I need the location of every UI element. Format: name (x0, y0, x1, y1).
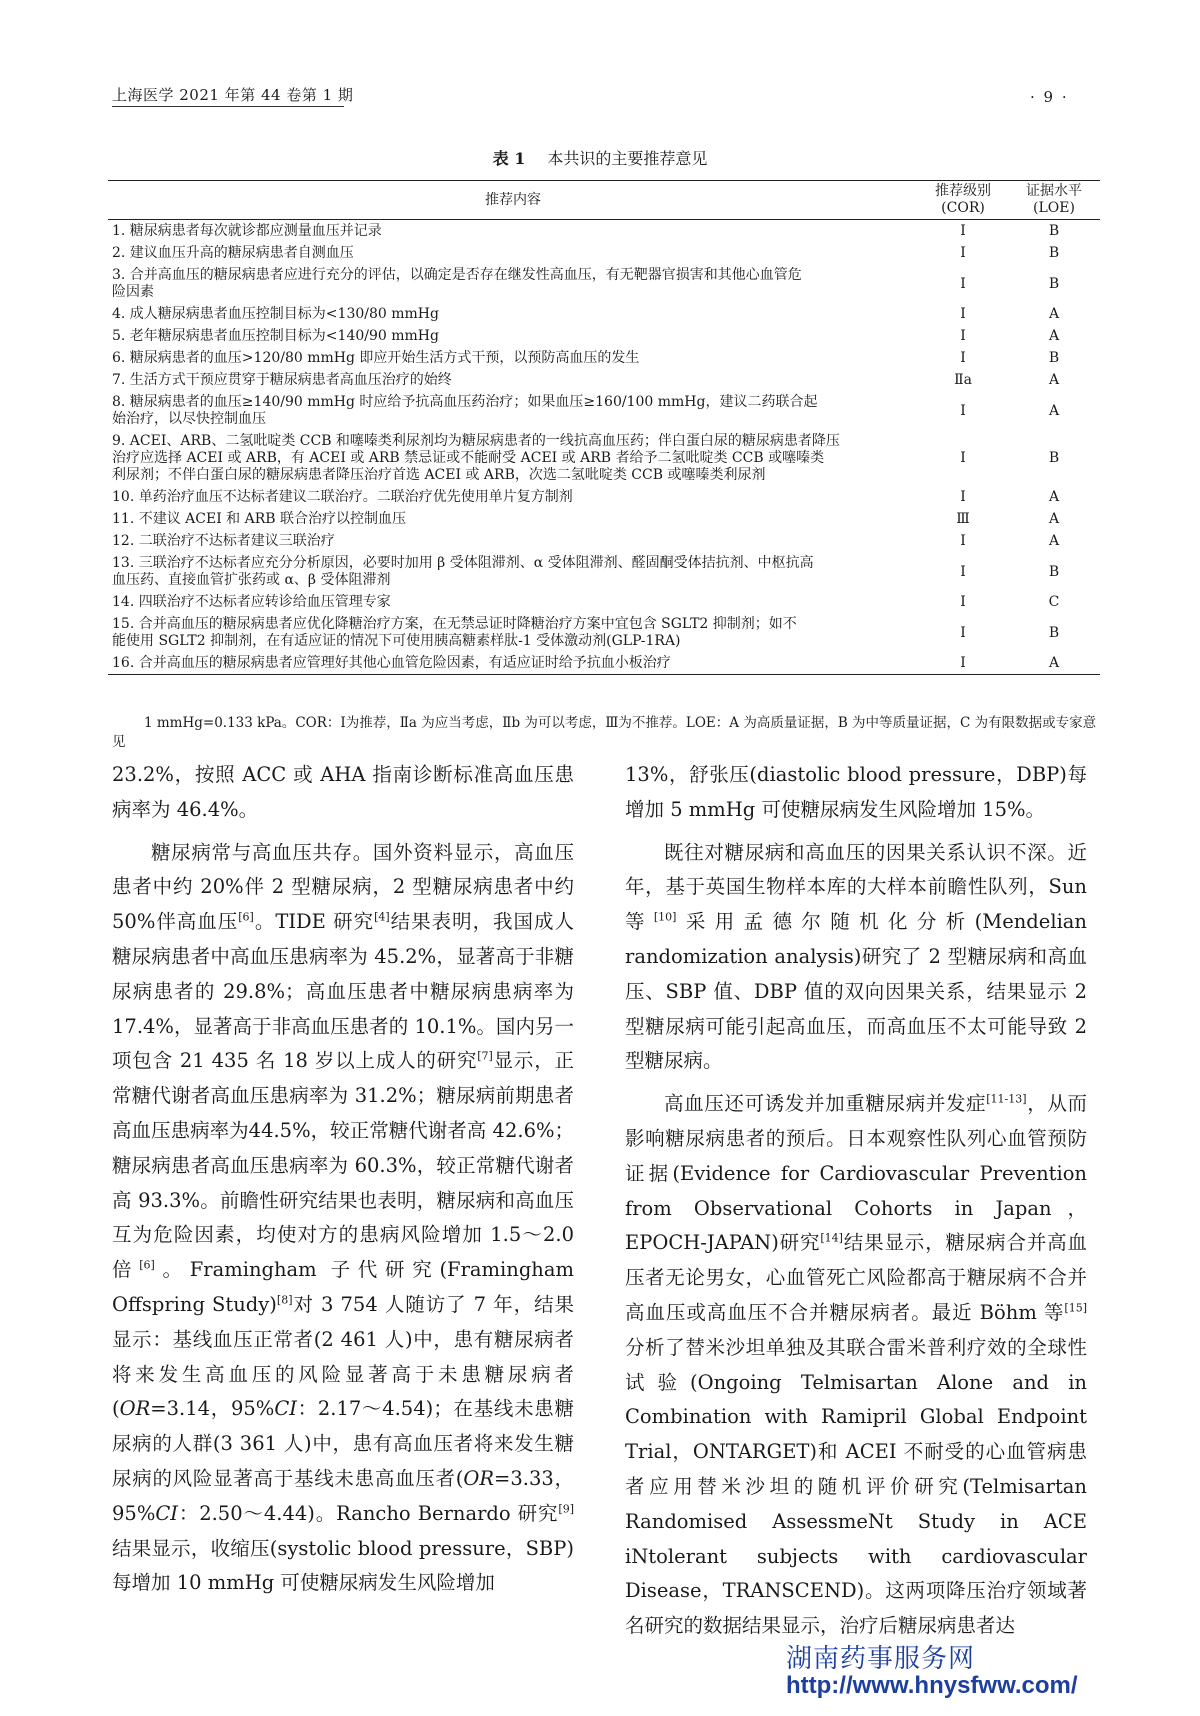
table-row (108, 347, 1100, 369)
recommendation-text (108, 220, 918, 243)
header-rule (112, 106, 344, 107)
recommendation-line: 13. 三联治疗不达标者应充分分析原因，必要时加用 β 受体阻滞剂、α 受体阻滞剂、醛固酮受体拮抗剂、中枢抗高 (112, 555, 814, 571)
citation: [6] (238, 910, 254, 924)
text-run: ：2.50～4.44)。Rancho Bernardo 研究 (177, 1501, 559, 1525)
cor-value: Ⅰ (960, 350, 966, 366)
right-column (625, 758, 1087, 1644)
recommendation-line: 10. 单药治疗血压不达标者建议二联治疗。二联治疗优先使用单片复方制剂 (112, 489, 573, 505)
text-run: ，从而影响糖尿病患者的预后。日本观察性队列心血管预防证据(Evidence for Cardiovascular Prevention from Observational Cohorts in Japan，EPOCH-JAPAN)研究 (625, 1092, 1087, 1255)
watermark-name: 湖南药事服务网 (786, 1644, 976, 1674)
cor-value: Ⅰ (960, 624, 966, 641)
recommendation-line: 14. 四联治疗不达标者应转诊给血压管理专家 (112, 594, 391, 610)
loe-value: B (1048, 450, 1060, 466)
table-footnote: 1 mmHg=0.133 kPa。COR：Ⅰ为推荐，Ⅱa 为应当考虑，Ⅱb 为可以考虑，Ⅲ为不推荐。LOE：A 为高质量证据，B 为中等质量证据，C 为有限数据或专家意见 (112, 715, 1097, 750)
recommendation-line: 4. 成人糖尿病患者血压控制目标为<130/80 mmHg (112, 306, 439, 322)
text-run: 分析了替米沙坦单独及其联合雷米普利疗效的全球性试验(Ongoing Telmisartan Alone and in Combination with Ramipril Global Endpoint Trial，ONTARGET)和 ACEI 不耐受的心血管病患者应用替米沙坦的随机评价研究(Telmisartan Randomised AssessmeNt Study in ACE iNtolerant subjects with cardiovascular Disease，TRANSCEND)。这两项降压治疗领域著名研究的数据结果显示，治疗后糖尿病患者达 (625, 1335, 1087, 1638)
recommendation-line: 7. 生活方式干预应贯穿于糖尿病患者高血压治疗的始终 (112, 372, 452, 388)
table-row (108, 486, 1100, 508)
header-loe (1008, 181, 1100, 220)
table-row (108, 325, 1100, 347)
cor-value: Ⅰ (960, 275, 966, 292)
loe-value: A (1048, 306, 1060, 322)
recommendation-text (108, 652, 918, 675)
citation: [10] (653, 910, 677, 924)
text-run: ：2.17～4.54)；在基线未患糖尿病的人群(3 361 人)中，患有高血压者将来发生糖尿病的风险显著高于基线未患高血压者( (112, 1397, 574, 1490)
page-number: · 9 · (1030, 88, 1069, 106)
stat-symbol: CI (274, 1397, 297, 1421)
table-row (108, 430, 1100, 486)
header-loe-line2: (LOE) (1033, 200, 1075, 216)
stat-symbol: OR (119, 1397, 151, 1421)
recommendation-text (108, 303, 918, 325)
citation: [9] (558, 1502, 574, 1516)
cor-value: Ⅱa (954, 372, 972, 388)
loe-value: A (1048, 489, 1060, 505)
recommendation-line: 12. 二联治疗不达标者建议三联治疗 (112, 533, 335, 549)
recommendation-text (108, 325, 918, 347)
cor-value: Ⅰ (960, 328, 966, 344)
table-label: 表 1 (492, 149, 526, 168)
text-run: 高血压还可诱发并加重糖尿病并发症 (664, 1092, 987, 1116)
recommendation-line: 3. 合并高血压的糖尿病患者应进行充分的评估，以确定是否存在继发性高血压，有无靶器官损害和其他心血管危 (112, 267, 802, 283)
loe-value: A (1048, 511, 1060, 527)
table-row (108, 652, 1100, 675)
table-row (108, 591, 1100, 613)
text-run: 。Framingham 子代研究(Framingham Offspring Study) (112, 1258, 574, 1316)
cor-value: Ⅰ (960, 223, 966, 239)
loe-value: A (1048, 655, 1060, 671)
header-cor-line2: (COR) (941, 200, 985, 216)
recommendation-text (108, 430, 918, 486)
recommendation-text (108, 369, 918, 391)
text-run: 对 3 754 人随访了 7 年，结果显示：基线血压正常者(2 461 人)中，患有糖尿病者将来发生高血压的风险显著高于未患糖尿病者( (112, 1292, 574, 1421)
recommendation-text (108, 552, 918, 591)
recommendation-text (108, 486, 918, 508)
table-row (108, 508, 1100, 530)
cor-value: Ⅰ (960, 489, 966, 505)
text-run: =3.33，95% (112, 1466, 574, 1525)
recommendation-line: 险因素 (112, 284, 154, 300)
citation: [8] (276, 1293, 293, 1307)
recommendation-text (108, 264, 918, 303)
stat-symbol: OR (463, 1466, 495, 1490)
recommendation-line: 利尿剂；不伴白蛋白尿的糖尿病患者降压治疗首选 ACEI 或 ARB，次选二氢吡啶类 CCB 或噻嗪类利尿剂 (112, 467, 766, 483)
loe-value: B (1048, 350, 1060, 366)
citation: [4] (374, 910, 390, 924)
citation: [7] (477, 1049, 493, 1063)
table-header-row (108, 181, 1100, 220)
citation: [14] (820, 1231, 843, 1245)
paragraph (625, 836, 1087, 1080)
table-row (108, 220, 1100, 243)
recommendation-text (108, 391, 918, 430)
recommendation-line: 9. ACEI、ARB、二氢吡啶类 CCB 和噻嗪类利尿剂均为糖尿病患者的一线抗高血压药；伴白蛋白尿的糖尿病患者降压 (112, 433, 840, 449)
journal-header: 上海医学 2021 年第 44 卷第 1 期 (112, 86, 354, 104)
cor-value: Ⅲ (956, 511, 970, 527)
loe-value: A (1048, 372, 1060, 388)
table-caption-text: 本共识的主要推荐意见 (547, 149, 708, 168)
loe-value: B (1048, 275, 1060, 292)
table-row (108, 391, 1100, 430)
recommendation-line: 能使用 SGLT2 抑制剂，在有适应证的情况下可使用胰高糖素样肽-1 受体激动剂(GLP-1RA) (112, 633, 681, 649)
loe-value: C (1048, 594, 1060, 610)
table-row (108, 242, 1100, 264)
recommendation-text (108, 613, 918, 652)
table-row (108, 264, 1100, 303)
text-run: 结果显示，糖尿病合并高血压者无论男女，心血管死亡风险都高于糖尿病不合并高血压或高血压不合并糖尿病者。最近 Böhm 等 (625, 1231, 1087, 1324)
recommendation-line: 始治疗，以尽快控制血压 (112, 411, 266, 427)
text-run: 。TIDE 研究 (253, 910, 375, 934)
recommendation-text (108, 508, 918, 530)
recommendation-line: 1. 糖尿病患者每次就诊都应测量血压并记录 (112, 223, 382, 239)
loe-value: B (1048, 624, 1060, 641)
paragraph: 23.2%，按照 ACC 或 AHA 指南诊断标准高血压患病率为 46.4%。 (112, 763, 574, 821)
table-caption (0, 146, 1200, 169)
recommendation-line: 治疗应选择 ACEI 或 ARB，有 ACEI 或 ARB 禁忌证或不能耐受 ACEI 或 ARB 者给予二氢吡啶类 CCB 或噻嗪类 (112, 450, 825, 466)
loe-value: A (1048, 402, 1060, 419)
text-run: 采用孟德尔随机化分析(Mendelian randomization analysis)研究了 2 型糖尿病和高血压、SBP 值、DBP 值的双向因果关系，结果显示 2 型糖尿病可能引起高血压，而高血压不太可能导致 2 型糖尿病。 (625, 910, 1087, 1073)
text-run: 结果显示，收缩压(systolic blood pressure，SBP)每增加 10 mmHg 可使糖尿病发生风险增加 (112, 1536, 574, 1595)
header-loe-line1: 证据水平 (1026, 183, 1082, 199)
loe-value: B (1048, 563, 1060, 580)
recommendation-line: 16. 合并高血压的糖尿病患者应管理好其他心血管危险因素，有适应证时给予抗血小板治疗 (112, 655, 671, 671)
cor-value: Ⅰ (960, 563, 966, 580)
text-run: 显示，正常糖代谢者高血压患病率为 31.2%；糖尿病前期患者高血压患病率为44.5%，较正常糖代谢者高 42.6%；糖尿病患者高血压患病率为 60.3%，较正常糖代谢者高 93.3%。前瞻性研究结果也表明，糖尿病和高血压互为危险因素，均使对方的患病风险增加 1.5～2.0 倍 (112, 1049, 574, 1282)
recommendation-line: 15. 合并高血压的糖尿病患者应优化降糖治疗方案，在无禁忌证时降糖治疗方案中宜包含 SGLT2 抑制剂；如不 (112, 616, 797, 632)
citation: [15] (1064, 1301, 1087, 1315)
recommendation-text (108, 530, 918, 552)
loe-value: A (1048, 533, 1060, 549)
loe-value: B (1048, 223, 1060, 239)
table-row (108, 552, 1100, 591)
header-cor (918, 181, 1008, 220)
text-run: 既往对糖尿病和高血压的因果关系认识不深。近年，基于英国生物样本库的大样本前瞻性队列，Sun 等 (625, 840, 1087, 934)
cor-value: Ⅰ (960, 402, 966, 419)
cor-value: Ⅰ (960, 655, 966, 671)
recommendation-line: 血压药、直接血管扩张药或 α、β 受体阻滞剂 (112, 572, 391, 588)
table-row (108, 369, 1100, 391)
text-run: =3.14，95% (150, 1397, 275, 1421)
citation: [11-13] (986, 1092, 1027, 1106)
paragraph (625, 1087, 1087, 1644)
recommendation-line: 5. 老年糖尿病患者血压控制目标为<140/90 mmHg (112, 328, 439, 344)
recommendation-text (108, 591, 918, 613)
left-column (112, 758, 574, 1601)
paragraph (112, 836, 574, 1602)
table-row (108, 530, 1100, 552)
cor-value: Ⅰ (960, 245, 966, 261)
recommendation-table (108, 180, 1100, 675)
cor-value: Ⅰ (960, 594, 966, 610)
table-row (108, 613, 1100, 652)
cor-value: Ⅰ (960, 533, 966, 549)
loe-value: A (1048, 328, 1060, 344)
header-cor-line1: 推荐级别 (935, 183, 991, 199)
stat-symbol: CI (155, 1501, 178, 1525)
recommendation-line: 8. 糖尿病患者的血压≥140/90 mmHg 时应给予抗高血压药治疗；如果血压≥160/100 mmHg，建议二药联合起 (112, 394, 818, 410)
recommendation-line: 11. 不建议 ACEI 和 ARB 联合治疗以控制血压 (112, 511, 407, 527)
table-row (108, 303, 1100, 325)
header-content: 推荐内容 (485, 191, 541, 208)
citation: [6] (139, 1258, 155, 1272)
watermark-url[interactable]: http://www.hnysfww.com/ (786, 1672, 1078, 1699)
text-run: 结果表明，我国成人糖尿病患者中高血压患病率为 45.2%，显著高于非糖尿病患者的 29.8%；高血压患者中糖尿病患病率为 17.4%，显著高于非高血压患者的 10.1%。国内另一项包含 21 435 名 18 岁以上成人的研究 (112, 910, 575, 1073)
text-run: 糖尿病常与高血压共存。国外资料显示，高血压患者中约 20%伴 2 型糖尿病，2 型糖尿病患者中约 50%伴高血压 (112, 840, 574, 934)
recommendation-line: 2. 建议血压升高的糖尿病患者自测血压 (112, 245, 354, 261)
cor-value: Ⅰ (960, 450, 966, 466)
cor-value: Ⅰ (960, 306, 966, 322)
recommendation-text (108, 242, 918, 264)
recommendation-line: 6. 糖尿病患者的血压>120/80 mmHg 即应开始生活方式干预，以预防高血压的发生 (112, 350, 640, 366)
loe-value: B (1048, 245, 1060, 261)
recommendation-text (108, 347, 918, 369)
paragraph: 13%，舒张压(diastolic blood pressure，DBP)每增加 5 mmHg 可使糖尿病发生风险增加 15%。 (625, 763, 1087, 821)
